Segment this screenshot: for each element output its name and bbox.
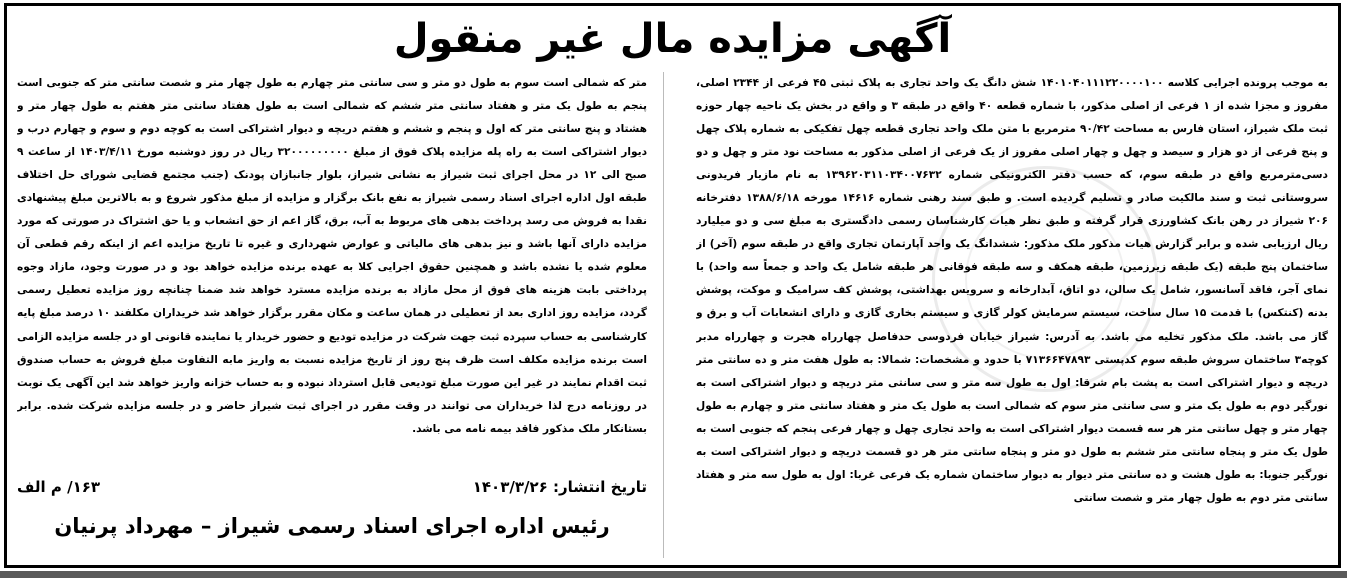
notice-title: آگهی مزایده مال غیر منقول (393, 16, 952, 62)
publication-date: تاریخ انتشار: ۱۴۰۳/۳/۲۶ (472, 478, 647, 496)
column-divider (663, 72, 664, 558)
signature-line: رئیس اداره اجرای اسناد رسمی شیراز – مهرداد پرنیان (54, 514, 610, 538)
notice-body-right-column: به موجب پرونده اجرایی کلاسه ۱۴۰۱۰۴۰۱۱۱۲۲۰۰۰۰۱۰۰ شش دانگ یک واحد تجاری به پلاک ثبتی ۴۵ فرعی از ۲۳۴۴ اصلی، مفروز و مجزا شده از ۱ فرعی از اصلی مذکور، با شماره قطعه ۴۰ واقع در طبقه ۳ و واقع در بخش یک ناحیه چهار حوزه ثبت ملک شیراز، استان فارس به مساحت ۹۰/۴۲ مترمربع با متن ملک واحد تجاری قطعه چهل تفکیکی به شماره پلاک چهل و پنج فرعی از دو هزار و سیصد و چهل و چهار اصلی مفروز از یک فرعی از اصلی مذکور به مساحت نود متر و چهل و دو دسی‌مترمربع واقع در طبقه سوم، که حسب دفتر الکترونیکی شماره ۱۳۹۶۲۰۳۱۱۰۳۴۰۰۷۶۳۲ به نام مازیار فریدونی سروستانی ثبت و سند مالکیت صادر و تسلیم گردیده است. و طبق سند رهنی شماره ۱۴۶۱۶ مورخه ۱۳۸۸/۶/۱۸ دفترخانه ۲۰۶ شیراز در رهن بانک کشاورزی قرار گرفته و طبق نظر هیات کارشناسان رسمی دادگستری به مبلغ سی و دو میلیارد ریال ارزیابی شده و برابر گزارش هیات مذکور ملک مذکور: ششدانگ یک واحد آپارتمان تجاری واقع در طبقه سوم (آخر) از ساختمان پنج طبقه (یک طبقه زیرزمین، طبقه همکف و سه طبقه فوقانی هر طبقه شامل یک واحد و جمعاً سه واحد) با نمای آجر، فاقد آسانسور، شامل یک سالن، دو اتاق، آبدارخانه و سرویس بهداشتی، پوشش کف سرامیک و موکت، پوشش بدنه (کنتکس) با قدمت ۱۵ سال ساخت، سیستم سرمایش کولر گازی و سیستم بخاری گازی و دارای انشعابات آب و برق و گاز می باشد. ملک مذکور تخلیه می باشد. به آدرس: شیراز خیابان فردوسی حدفاصل چهارراه هجرت و چهارراه مدبر کوچه۳ ساختمان سروش طبقه سوم کدپستی ۷۱۳۶۶۴۷۸۹۳ با حدود و مشخصات: شمالا: به طول هفت متر و ده سانتی متر دریچه و دیوار اشتراکی است به پشت بام شرقا: اول به طول سه متر و سی سانتی متر دریچه و دیوار اشتراکی است به نورگیر دوم به طول یک متر و سی سانتی متر سوم که شمالی است به طول یک متر و هفتاد سانتی متر و چهارم به طول چهار متر و چهل سانتی متر هر سه قسمت دیوار اشتراکی است به واحد تجاری چهل و چهار فرعی پنجم که جنوبی است به طول یک متر و پنجاه سانتی متر ششم به طول دو متر و پنجاه سانتی متر هر دو قسمت دریچه و دیوار اشتراکی است به نورگیر جنوبا: به طول هشت و ده سانتی متر دیوار به دیوار ساختمان شماره یک فرعی غربا: اول به طول سه متر و هفتاد سانتی متر دوم به طول چهار متر و شصت سانتی (696, 77, 1328, 504)
auction-notice (4, 3, 1341, 568)
bottom-strip (0, 571, 1347, 578)
publication-info (17, 474, 647, 500)
notice-body-left-column: متر که شمالی است سوم به طول دو متر و سی سانتی متر چهارم به طول چهار متر و شصت سانتی متر که جنوبی است پنجم به طول یک متر و هفتاد سانتی متر ششم که شمالی است به طول هفتاد سانتی متر هفتم به طول چهار متر و هشتاد و پنج سانتی متر که اول و پنجم و ششم و هفتم دریچه و دیوار اشتراکی است به کوچه دوم و سوم و چهارم درب و دیوار اشتراکی است به راه پله مزایده پلاک فوق از مبلغ ۳۲۰۰۰۰۰۰۰۰۰ ریال در روز دوشنبه مورخ ۱۴۰۳/۴/۱۱ از ساعت ۹ صبح الی ۱۲ در محل اجرای ثبت شیراز به نشانی شیراز، بلوار جانبازان پودنک (جنب مجتمع قضایی شورای حل اختلاف طبقه اول اداره اجرای اسناد رسمی شیراز به نفع بانک برگزار و مزایده از مبلغ مذکور شروع و به بالاترین مبلغ پیشنهادی نقدا به فروش می رسد پرداخت بدهی های مربوط به آب، برق، گاز اعم از حق انشعاب و یا حق اشتراک در صورتی که مورد مزایده دارای آنها باشد و نیز بدهی های مالیاتی و عوارض شهرداری و غیره تا تاریخ مزایده اعم از اینکه رقم قطعی آن معلوم شده یا نشده باشد و همچنین حقوق اجرایی کلا به عهده برنده مزایده خواهد بود و در صورت وجود، مازاد وجوه پرداختی بابت هزینه های فوق از محل مازاد به برنده مزایده مسترد خواهد شد ضمنا چنانچه روز مزایده تعطیل رسمی گردد، مزایده روز اداری بعد از تعطیلی در همان ساعت و مکان مقرر برگزار خواهد شد خریداران مکلفند ۱۰ درصد مبلغ پایه کارشناسی به حساب سپرده ثبت جهت شرکت در مزایده تودیع و حضور خریدار یا نماینده قانونی او در جلسه مزایده الزامی است برنده مزایده مکلف است ظرف پنج روز از تاریخ مزایده نسبت به واریز مابه التفاوت مبلغ فروش به حساب صندوق ثبت اقدام نمایند در غیر این صورت مبلغ تودیعی قابل استرداد نبوده و به حساب خزانه واریز خواهد شد این آگهی یک نوبت در روزنامه درج لذا خریداران می توانند در وقت مقرر در اجرای ثبت شیراز حاضر و در جلسه مزایده شرکت شده. برابر بستانکار ملک مذکور فاقد بیمه نامه می باشد. (17, 77, 647, 435)
reference-code: ۱۶۳/ م الف (17, 478, 101, 496)
